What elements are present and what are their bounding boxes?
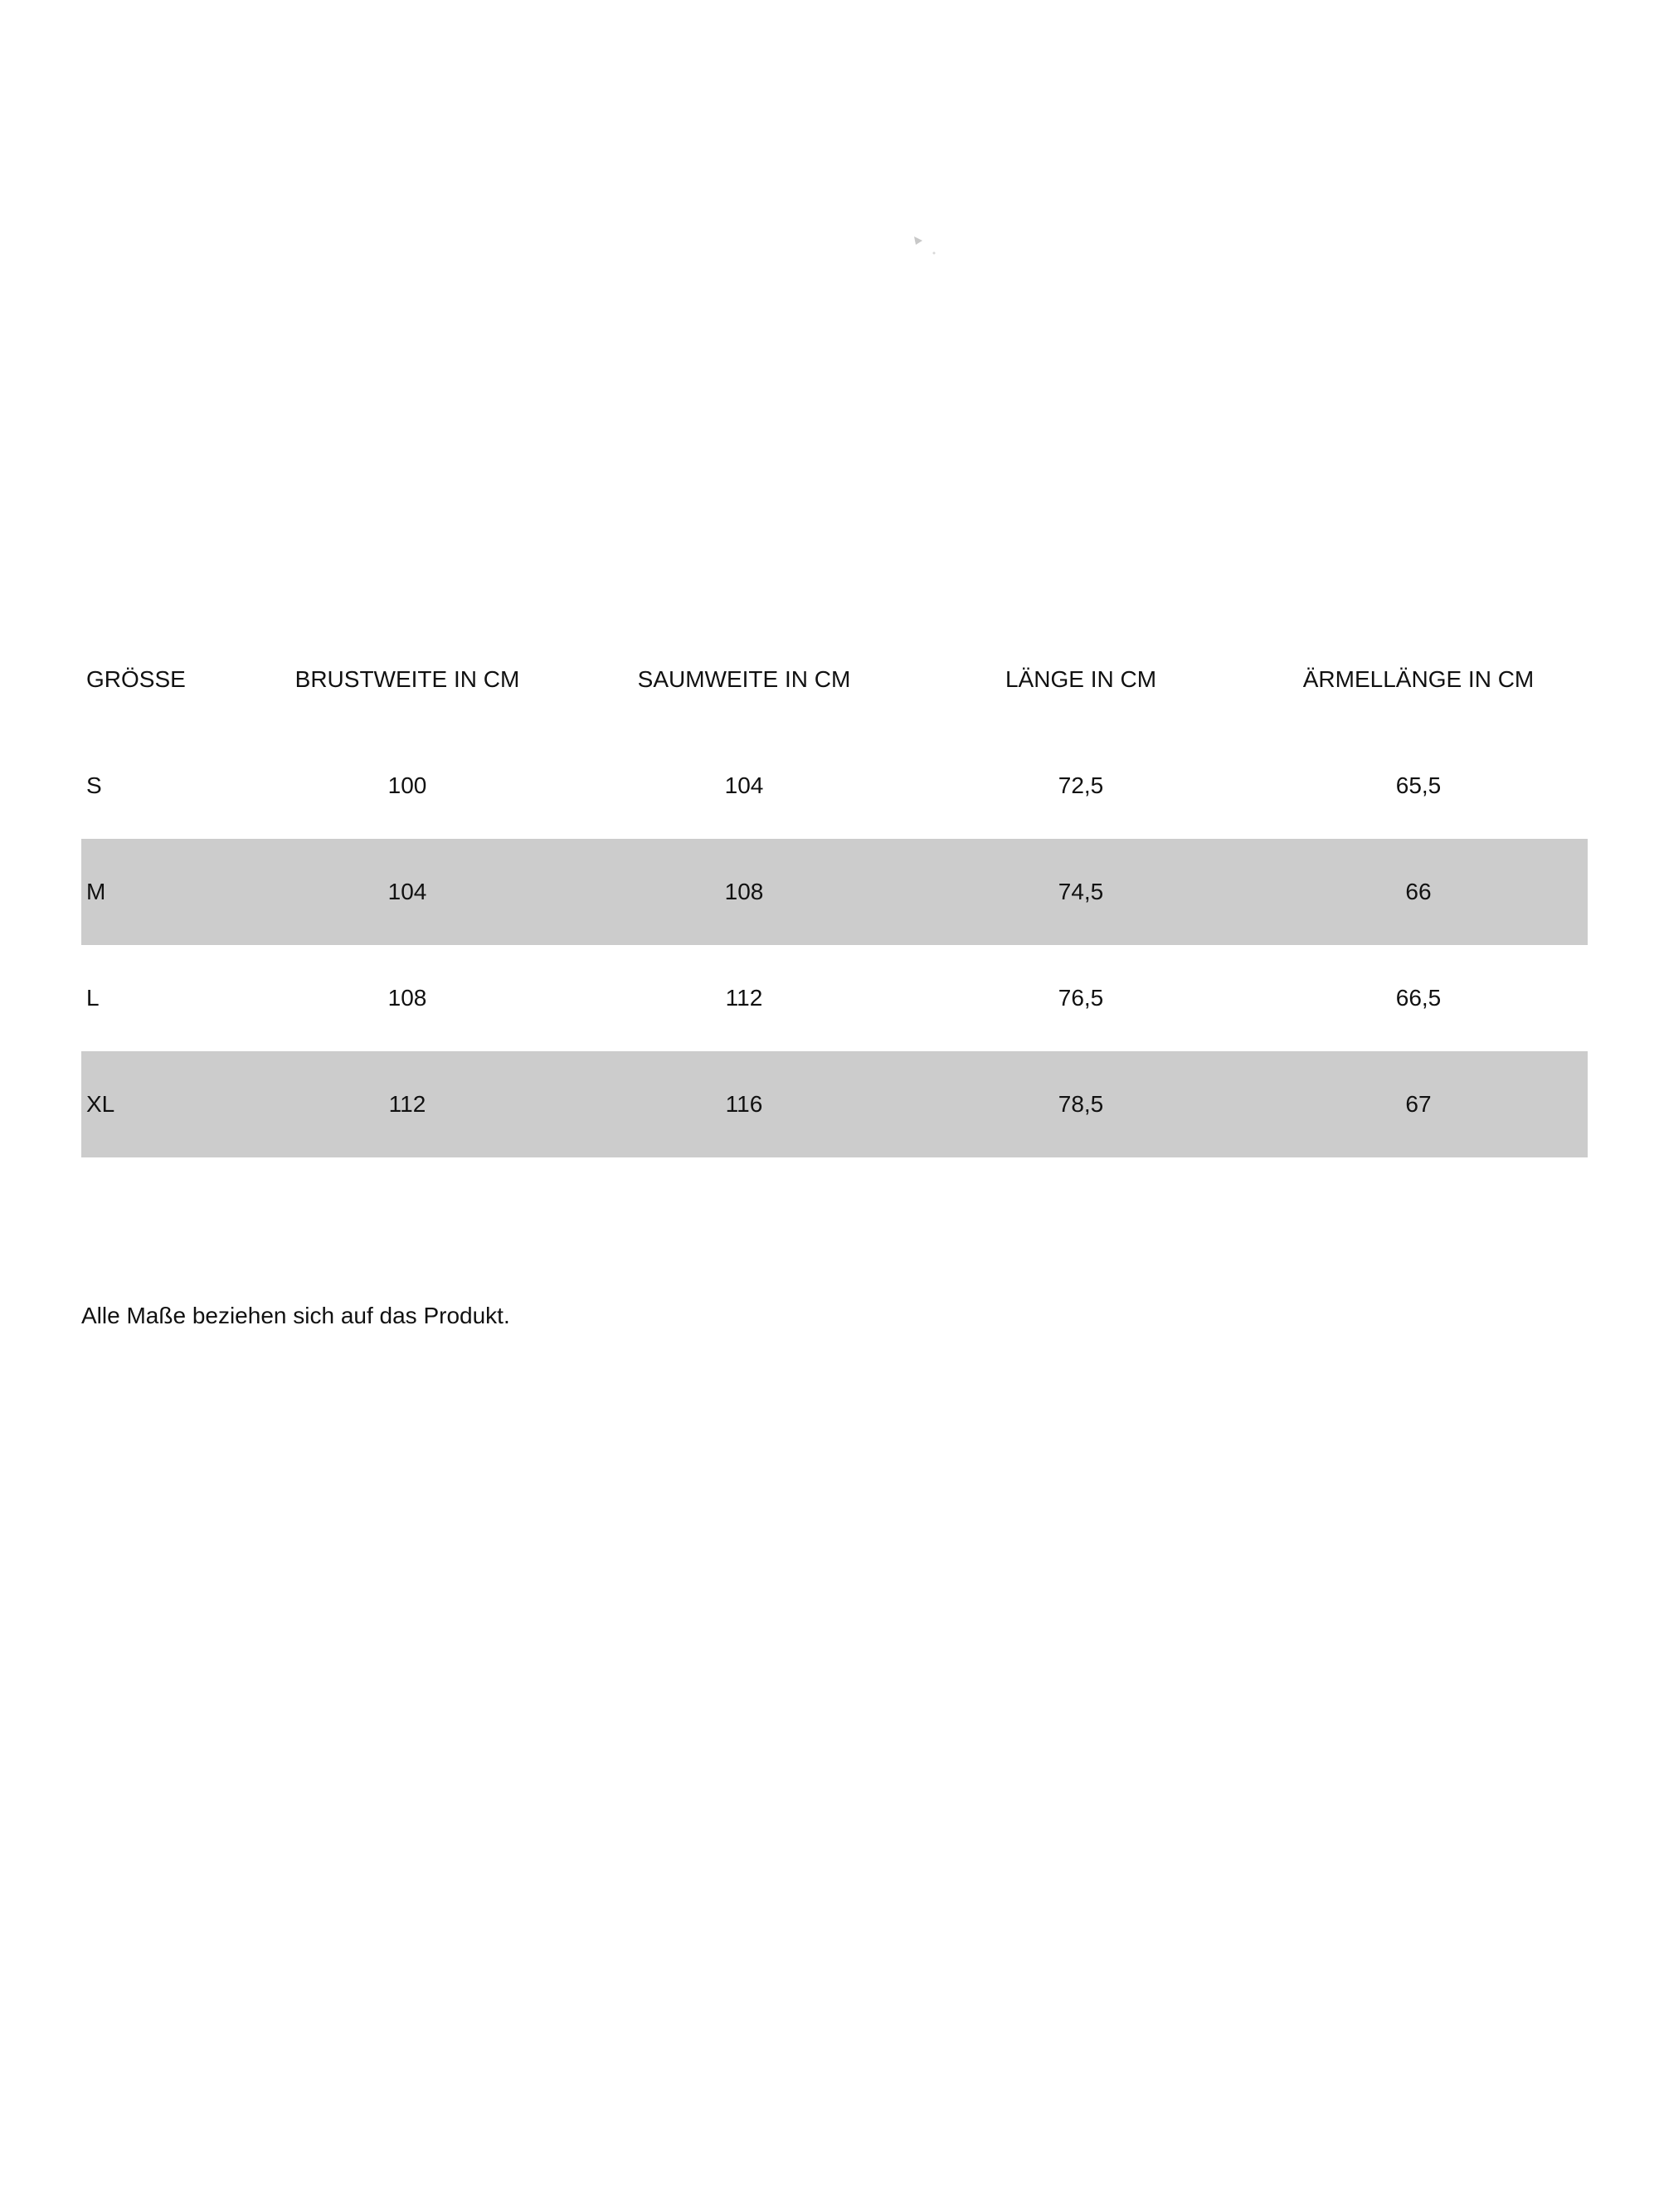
table-cell: 67 [1249, 1051, 1588, 1157]
table-cell: 66 [1249, 839, 1588, 945]
table-cell: 112 [725, 985, 763, 1011]
column-header-hem-width: SAUMWEITE IN CM [637, 666, 851, 692]
table-header-row [81, 626, 1588, 733]
measurement-footnote: Alle Maße beziehen sich auf das Produkt. [81, 1303, 510, 1328]
table-cell: 78,5 [912, 1051, 1249, 1157]
column-header-length: LÄNGE IN CM [1005, 666, 1157, 692]
table-row [81, 733, 1588, 839]
size-table [81, 626, 1588, 1157]
table-cell: 65,5 [1395, 772, 1442, 798]
table-cell: 74,5 [912, 839, 1249, 945]
decorative-mark [912, 235, 946, 260]
table-cell: S [86, 772, 102, 798]
table-cell: M [81, 839, 239, 945]
table-cell: 66,5 [1395, 985, 1442, 1011]
table-cell: 108 [387, 985, 427, 1011]
table-cell: XL [81, 1051, 239, 1157]
table-cell: 100 [387, 772, 427, 798]
table-cell: 104 [239, 839, 576, 945]
table-cell: 104 [724, 772, 764, 798]
table-cell: 76,5 [1058, 985, 1104, 1011]
table-row [81, 945, 1588, 1051]
column-header-sleeve-length: ÄRMELLÄNGE IN CM [1302, 666, 1535, 692]
table-row [81, 1051, 1588, 1157]
table-row [81, 839, 1588, 945]
table-cell: 72,5 [1058, 772, 1104, 798]
column-header-size: GRÖSSE [86, 666, 186, 692]
table-cell: 112 [239, 1051, 576, 1157]
column-header-chest-width: BRUSTWEITE IN CM [294, 666, 520, 692]
table-cell: 108 [576, 839, 912, 945]
table-cell: L [86, 985, 100, 1011]
table-cell: 116 [576, 1051, 912, 1157]
